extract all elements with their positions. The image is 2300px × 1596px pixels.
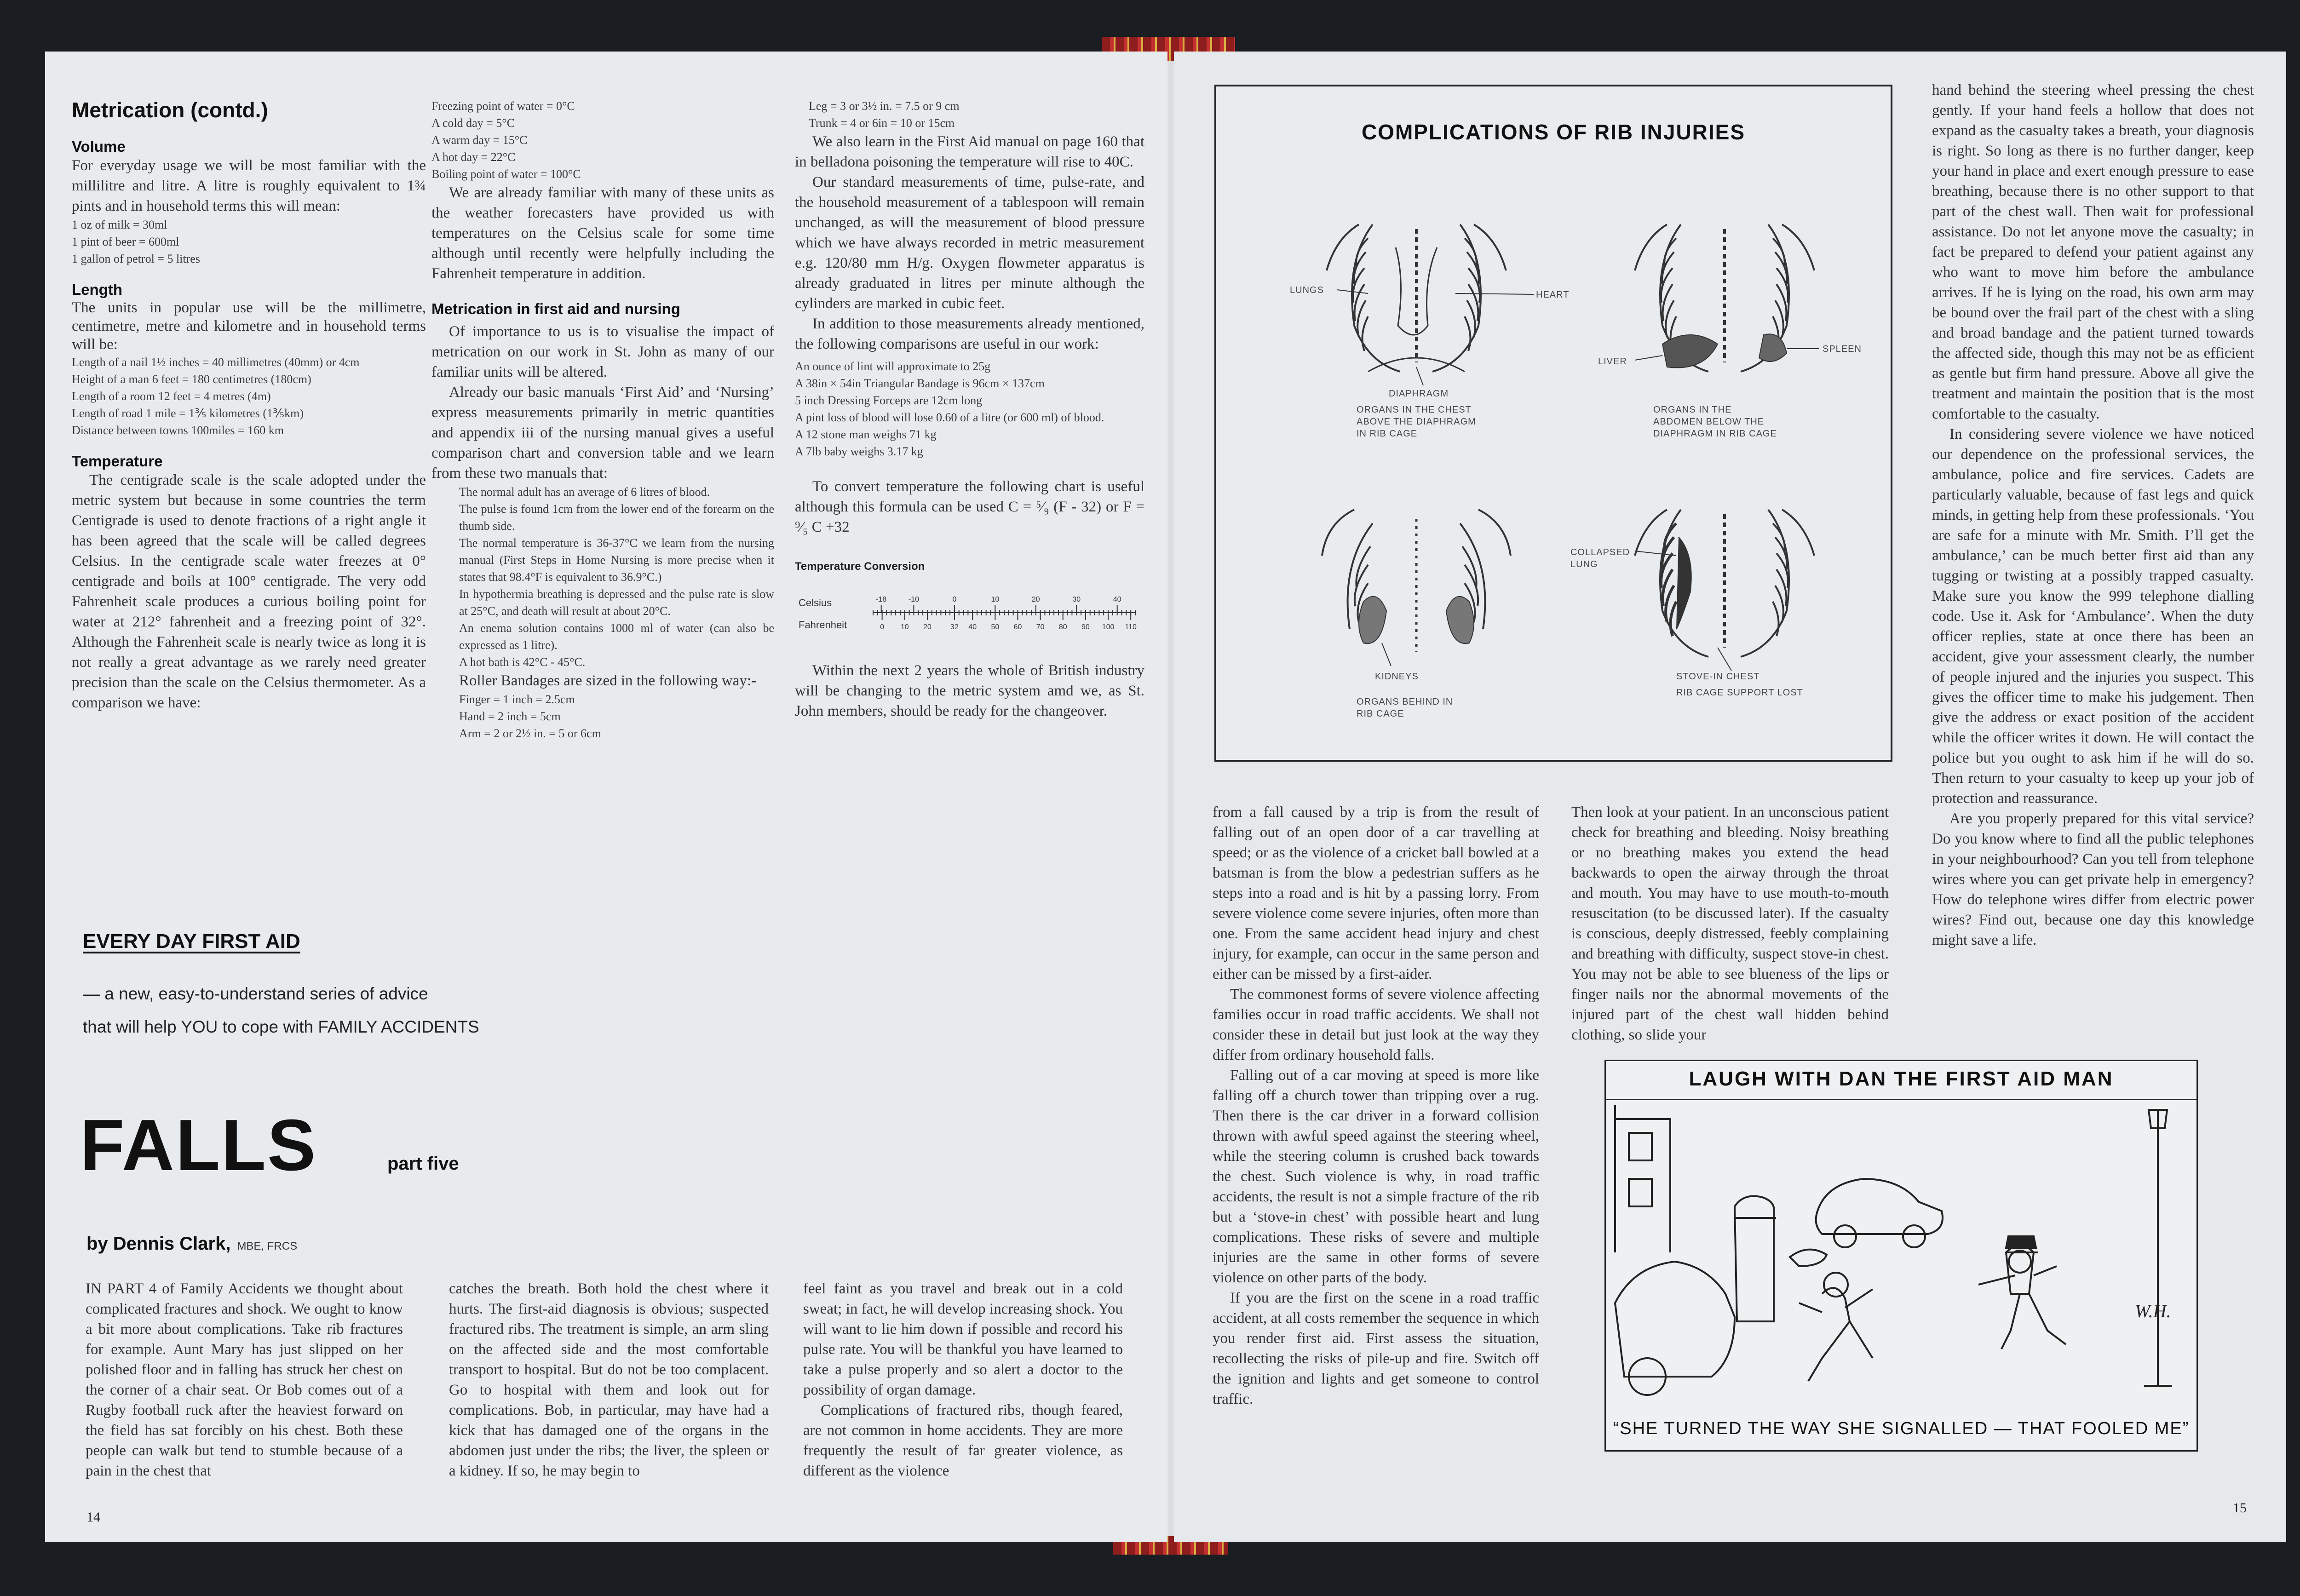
article-paragraph: If you are the first on the scene in a road traffic accident, at all costs remember the sequence in which you render first aid. First assess the situation, recollecting the risks of pile-up and fire. Switch off the ignition and lights and get someone to control traffic.	[1213, 1290, 1539, 1407]
article-column-3	[803, 1279, 1123, 1481]
fahrenheit-tick-label: 40	[968, 623, 977, 631]
metrication-column-3	[795, 98, 1144, 721]
fahrenheit-tick-label: 90	[1081, 623, 1090, 631]
cartoon-panel	[1604, 1060, 2198, 1452]
celsius-tick-label: 0	[952, 596, 957, 603]
article-paragraph: from a fall caused by a trip is from the result of falling out of an open door of a car travelling at speed; or as the violence of a cricket ball bowled at a batsman is from the blow a pedestrian suffers as he steps into a road and is hit by a passing lorry. From severe violence come severe injuries, often more than one. From the same accident head injury and chest injury, for example, can occur in the same person and either can be missed by a first-aider.	[1213, 804, 1539, 982]
rib-cage-figure-abdomen	[1635, 224, 1819, 372]
byline	[86, 1234, 297, 1254]
volume-heading: Volume	[72, 138, 126, 155]
length-text: The units in popular use will be the millimetre, centimetre, metre and kilometre and in household terms will be:	[72, 299, 426, 353]
celsius-tick-label: 10	[991, 596, 1000, 603]
page-number-right: 15	[2233, 1500, 2247, 1516]
list-item: 1 oz of milk = 30ml	[72, 218, 167, 231]
list-item: Boiling point of water = 100°C	[431, 167, 581, 181]
nursing-paragraph-2: Already our basic manuals ‘First Aid’ and ‘Nursing’ express measurements primarily in metric quantities and appendix iii of the nursing manual gives a useful comparison chart and conversion table and we learn from these two manuals that:	[431, 384, 774, 482]
article-column-1: IN PART 4 of Family Accidents we thought about complicated fractures and shock. We ought to know a bit more about complications. Take rib fractures for example. Aunt Mary has just slipped on her polished floor and in falling has struck her chest on the corner of a chair seat. Or Bob comes out of a Rugby football ruck after the heaviest forward on the field has sat forcibly on his chest. Both these people can walk but tend to stumble because of a pain in the chest that	[86, 1280, 403, 1479]
length-heading: Length	[72, 281, 122, 298]
caption-back-organs: ORGANS BEHIND IN RIB CAGE	[1357, 697, 1453, 719]
article-column-2: catches the breath. Both hold the chest where it hurts. The first-aid diagnosis is obvious; suspected fractured ribs. The treatment is simple, an arm sling on the affected side and the most comfortable transport to hospital. But do not be too complacent. Go to hospital with them and look out for complications. Bob, in particular, may have had a kick that has damaged one of the organs in the abdomen just under the ribs; the liver, the spleen or a kidney. If so, he may begin to	[449, 1280, 769, 1479]
list-item: Leg = 3 or 3½ in. = 7.5 or 9 cm	[809, 99, 960, 113]
right-page	[1174, 52, 2286, 1542]
article-right-column-3	[1932, 80, 2254, 950]
fahrenheit-tick-label: 32	[950, 623, 959, 631]
nursing-paragraph-1: Of importance to us is to visualise the impact of metrication on our work in St. John as many of our familiar units will be altered.	[431, 323, 774, 380]
list-item: An enema solution contains 1000 ml of water (can also be expressed as 1 litre).	[459, 621, 774, 652]
chart-title: Temperature Conversion	[795, 560, 925, 573]
author-credentials: MBE, FRCS	[237, 1240, 298, 1252]
diagram-title: COMPLICATIONS OF RIB INJURIES	[1361, 120, 1746, 144]
article-paragraph: In considering severe violence we have noticed our dependence on the professional services, the ambulance, police and fire services. Cadets are particularly valuable, because of fast legs and quick minds, in getting help from these professionals. ‘You are safe for a minute with Mr. Smith. I’ll get the ambulance,’ can be much better first aid than any tugging or twisting at a possibly trapped casualty. Make sure you know the 999 telephone dialling code. Use it. Ask for ‘Ambulance’. When the duty officer replies, state at once there has been an accident, give your assessment clearly, the number of people injured and the injuries you suspect. This gives the officer time to make his judgement. Then give the address or exact position of the accident while the officer writes it down. He will contact the police but you ought to ask him if he will do so. Then return to your casualty to keep up your job of protection and reassurance.	[1932, 426, 2254, 807]
cartoon-title: LAUGH WITH DAN THE FIRST AID MAN	[1689, 1068, 2114, 1090]
left-page	[45, 52, 1167, 1542]
metrication-title: Metrication (contd.)	[72, 98, 268, 122]
article-title: FALLS	[80, 1105, 317, 1186]
rib-cage-illustrations	[1216, 86, 1891, 760]
celsius-label: Celsius	[799, 597, 832, 609]
caption-chest-organs: ORGANS IN THE CHEST ABOVE THE DIAPHRAGM IN RIB CAGE	[1357, 405, 1476, 439]
cartoonist-signature: W.H.	[2135, 1301, 2171, 1321]
series-subtitle-1: — a new, easy-to-understand series of advice	[83, 984, 428, 1003]
celsius-tick-label: -10	[908, 596, 920, 603]
article-paragraph: hand behind the steering wheel pressing the chest gently. If your hand feels a hollow that does not expand as the casualty takes a breath, your diagnosis is right. So long as there is no further danger, keep your hand in place and exert enough pressure to ease breathing, because there is no other support to that part of the chest wall. Then wait for professional assistance. Do not let anyone move the casualty; in fact be prepared to defend your patient against any who want to move him before the ambulance arrives. If he is lying on the road, his own arm may be bound over the frail part of the chest with a sling and broad bandage and the patient turned towards the affected side, though this may not be as efficient as gentle but firm hand pressure. Above all give the treatment and maintain the position that is the most comfortable to the casualty.	[1932, 82, 2254, 422]
list-item: A hot bath is 42°C - 45°C.	[459, 655, 586, 669]
temperature-heading: Temperature	[72, 453, 163, 470]
list-item: A hot day = 22°C	[431, 150, 516, 164]
standard-measurements-text: Our standard measurements of time, pulse-rate, and the household measurement of a tablespoon will remain unchanged, as will the measurement of blood pressure which we have always recorded in metric measurement e.g. 120/80 mm H/g. Oxygen flowmeter apparatus is already graduated in litres per minute although the cylinders are marked in cubic feet.	[795, 174, 1144, 312]
list-item: Length of a nail 1½ inches = 40 millimetres (40mm) or 4cm	[72, 356, 360, 369]
belladona-text: We also learn in the First Aid manual on page 160 that in belladona poisoning the temperature will rise to 40C.	[795, 133, 1144, 170]
label-stove-in-chest: STOVE-IN CHEST	[1676, 672, 1760, 682]
article-right-column-1	[1213, 802, 1539, 1409]
author-name: by Dennis Clark,	[86, 1234, 231, 1254]
list-item: Trunk = 4 or 6in = 10 or 15cm	[809, 116, 955, 130]
fahrenheit-label: Fahrenheit	[799, 619, 847, 631]
list-item: A cold day = 5°C	[431, 116, 515, 130]
article-right-column-2: Then look at your patient. In an unconscious patient check for breathing and bleeding. Noisy breathing or no breathing makes you extend the head backwards to open the airway through the throat and mouth. You may have to use mouth-to-mouth resuscitation (to be discussed later). If the casualty is conscious, deeply distressed, feebly complaining and breathing with difficulty, suspect stove-in chest. You may not be able to see blueness of the lips or finger nails nor the abnormal movements of the injured part of the chest wall hidden behind clothing, so slide your	[1571, 804, 1889, 1043]
fahrenheit-tick-label: 0	[880, 623, 885, 631]
comparison-list	[795, 358, 1144, 460]
list-item: A 12 stone man weighs 71 kg	[795, 428, 937, 441]
fahrenheit-tick-label: 110	[1125, 623, 1137, 631]
celsius-tick-label: -18	[876, 596, 887, 603]
list-item: 1 gallon of petrol = 5 litres	[72, 252, 200, 265]
fahrenheit-tick-label: 50	[991, 623, 1000, 631]
conversion-scale	[868, 587, 1140, 642]
cartoon-title-rule	[1606, 1099, 2196, 1100]
series-subtitle-2: that will help YOU to cope with FAMILY ACCIDENTS	[83, 1017, 479, 1036]
label-liver: LIVER	[1598, 356, 1627, 367]
changeover-text: Within the next 2 years the whole of British industry will be changing to the metric system amd we, as St. John members, should be ready for the changeover.	[795, 662, 1144, 719]
nursing-list	[431, 483, 774, 671]
weather-forecast-text: We are already familiar with many of these units as the weather forecasters have provided us with temperatures on the Celsius scale for some time although until recently were helpfully including the Fahrenheit temperature in addition.	[431, 184, 774, 282]
fahrenheit-tick-label: 100	[1102, 623, 1115, 631]
list-item: An ounce of lint will approximate to 25g	[795, 360, 991, 373]
length-list	[72, 354, 426, 439]
article-column-3-paragraph-1: feel faint as you travel and break out in a cold sweat; in fact, he will develop increasing shock. You will want to lie him down if possible and record his pulse rate. You will be thankful you have learned to take a pulse properly and so alert a doctor to the possibility of organ damage.	[803, 1280, 1123, 1398]
list-item: A 38in × 54in Triangular Bandage is 96cm × 137cm	[795, 377, 1045, 390]
fahrenheit-tick-label: 20	[923, 623, 932, 631]
rib-cage-figure-stove-in	[1635, 510, 1814, 671]
cartoon-illustration	[1606, 1101, 2196, 1413]
list-item: A warm day = 15°C	[431, 133, 528, 147]
nursing-heading: Metrication in first aid and nursing	[431, 300, 680, 317]
comparisons-intro: In addition to those measurements already mentioned, the following comparisons are useful in our work:	[795, 316, 1144, 352]
caption-abdomen-organs: ORGANS IN THE ABDOMEN BELOW THE DIAPHRAGM IN RIB CAGE	[1653, 405, 1777, 439]
list-item: Height of a man 6 feet = 180 centimetres (180cm)	[72, 373, 311, 386]
temperature-text: The centigrade scale is the scale adopted under the metric system but because in some countries the term Centigrade is used to denote fractions of a right angle it has been agreed that the scale will be called degrees Celsius. In the centigrade scale water freezes at 0° centigrade and boils at 100° centigrade. The very odd Fahrenheit scale produces a curious boiling point for water at 212° fahrenheit and a freezing point of 32°. Although the Fahrenheit scale is nearly twice as long it is not really a great advantage as we rarely need greater precision than the scale on the Celsius thermometer. As a comparison we have:	[72, 472, 426, 711]
list-item: A pint loss of blood will lose 0.60 of a litre (or 600 ml) of blood.	[795, 411, 1104, 424]
label-spleen: SPLEEN	[1823, 344, 1862, 354]
list-item: In hypothermia breathing is depressed and the pulse rate is slow at 25°C, and death will result at about 20°C.	[459, 587, 774, 618]
caption-rib-cage-support: RIB CAGE SUPPORT LOST	[1676, 688, 1803, 698]
fahrenheit-tick-label: 80	[1058, 623, 1067, 631]
label-diaphragm: DIAPHRAGM	[1389, 389, 1449, 399]
volume-text: For everyday usage we will be most familiar with the millilitre and litre. A litre is roughly equivalent to 1¾ pints and in household terms this will mean:	[72, 157, 426, 214]
list-item: The normal temperature is 36-37°C we learn from the nursing manual (First Steps in Home Nursing is more precise when it states that 98.4°F is equivalent to 36.9°C.)	[459, 536, 774, 584]
bandages-list	[431, 691, 774, 742]
article-part: part five	[387, 1154, 459, 1174]
list-item: Length of a room 12 feet = 4 metres (4m)	[72, 390, 271, 403]
article-paragraph: Falling out of a car moving at speed is more like falling off a church tower than tripping over a rug. Then there is the car driver in a forward collision thrown with awful speed against the steering wheel, while the steering column is crushed back towards the chest. Such violence is why, in road traffic accidents, the result is not a simple fracture of the rib but a ‘stove-in chest’ with possible heart and lung complications. These risks of severe and multiple injuries are the same in other forms of severe violence on other parts of the body.	[1213, 1067, 1539, 1286]
list-item: A 7lb baby weighs 3.17 kg	[795, 445, 923, 458]
list-item: 5 inch Dressing Forceps are 12cm long	[795, 394, 983, 407]
rib-injuries-diagram	[1214, 85, 1892, 762]
list-item: 1 pint of beer = 600ml	[72, 235, 179, 248]
article-column-3-paragraph-2: Complications of fractured ribs, though feared, are not common in home accidents. They are more frequently the result of far greater violence, as different as the violence	[803, 1402, 1123, 1479]
temperature-list	[431, 98, 774, 183]
metrication-column-2	[431, 98, 774, 742]
list-item: Distance between towns 100miles = 160 km	[72, 424, 284, 437]
list-item: Length of road 1 mile = 1⅗ kilometres (1⅗km)	[72, 407, 304, 420]
bandages-list-continued	[795, 98, 1144, 132]
rib-cage-figure-chest	[1327, 224, 1534, 385]
fahrenheit-tick-label: 70	[1036, 623, 1045, 631]
celsius-tick-label: 20	[1031, 596, 1040, 603]
bandages-intro: Roller Bandages are sized in the following way:-	[459, 672, 757, 689]
temperature-conversion-chart	[795, 587, 1144, 642]
fahrenheit-tick-label: 10	[900, 623, 909, 631]
label-kidneys: KIDNEYS	[1375, 672, 1419, 682]
cartoon-caption: “SHE TURNED THE WAY SHE SIGNALLED — THAT FOOLED ME”	[1613, 1419, 2190, 1438]
rib-cage-figure-back	[1322, 510, 1511, 666]
series-title: EVERY DAY FIRST AID	[83, 930, 300, 953]
list-item: Finger = 1 inch = 2.5cm	[459, 693, 575, 706]
celsius-tick-label: 30	[1072, 596, 1081, 603]
convert-text: To convert temperature the following chart is useful although this formula can be used C = ⁵⁄₉ (F - 32) or F = ⁹⁄₅ C +32	[795, 478, 1144, 535]
label-heart: HEART	[1536, 290, 1570, 300]
article-paragraph: The commonest forms of severe violence affecting families occur in road traffic accidents. We shall not consider these in detail but just look at the way they differ from ordinary household falls.	[1213, 986, 1539, 1063]
volume-list	[72, 216, 426, 267]
list-item: The pulse is found 1cm from the lower end of the forearm on the thumb side.	[459, 502, 774, 533]
list-item: Hand = 2 inch = 5cm	[459, 710, 561, 723]
celsius-tick-label: 40	[1113, 596, 1121, 603]
article-paragraph: Are you properly prepared for this vital service? Do you know where to find all the public telephones in your neighbourhood? Can you tell from telephone wires where you can get private help in emergency? How do telephone wires differ from electric power wires? Find out, because one day this knowledge might save a life.	[1932, 810, 2254, 948]
list-item: Freezing point of water = 0°C	[431, 99, 575, 113]
label-lungs: LUNGS	[1290, 285, 1324, 295]
metrication-column-1	[72, 98, 426, 713]
list-item: The normal adult has an average of 6 litres of blood.	[459, 485, 710, 499]
page-number-left: 14	[86, 1510, 100, 1525]
list-item: Arm = 2 or 2½ in. = 5 or 6cm	[459, 727, 601, 740]
label-collapsed-lung: COLLAPSED LUNG	[1570, 547, 1630, 569]
fahrenheit-tick-label: 60	[1013, 623, 1022, 631]
